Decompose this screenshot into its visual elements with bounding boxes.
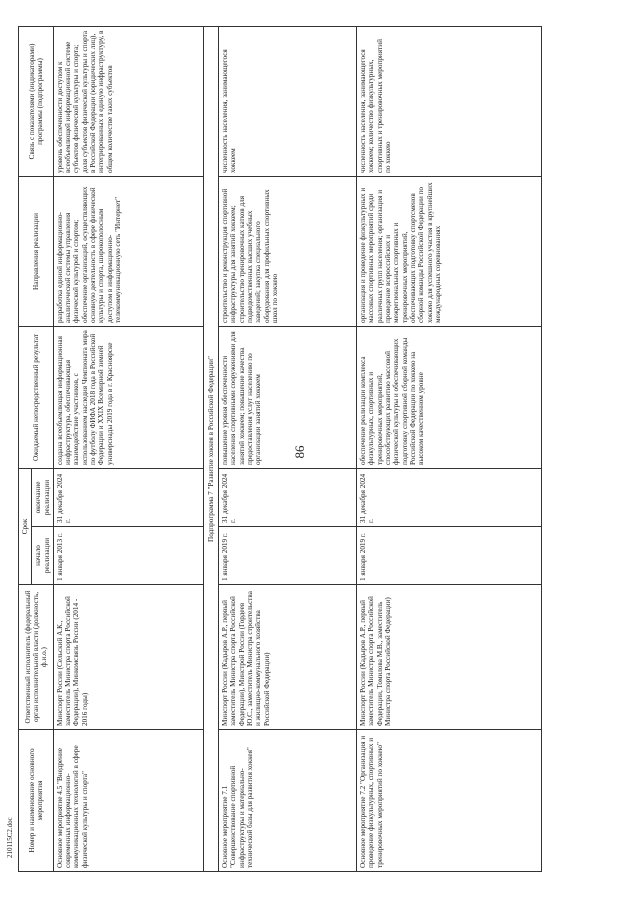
header-end: окончание реализации bbox=[32, 468, 54, 526]
document-code: 210115C2.doc bbox=[6, 817, 14, 858]
page-number: 86 bbox=[292, 445, 307, 459]
header-expected-result: Ожидаемый непосредственный результат bbox=[19, 326, 54, 468]
directions-cell: строительство и реконструкция спортивной инфраструктуры для занятий хоккеем; строительство тренировочных катков для подведомственных высших учебных заведений; закупка специального оборудования для профильных спортивных школ по хоккею bbox=[219, 176, 357, 326]
result-cell: повышение уровня обеспеченности населения спортивными сооружениями для занятий хоккеем; повышение качества предоставления услуг населению по организации занятий хоккеем bbox=[219, 326, 357, 468]
header-row bbox=[19, 26, 32, 871]
table-row bbox=[53, 26, 203, 871]
header-directions: Направления реализации bbox=[19, 176, 54, 326]
activity-cell: Основное мероприятие 4.5 "Внедрение современных информационно-коммуникационных технологий в сфере физической культуры и спорта" bbox=[53, 730, 203, 872]
rotated-table-container bbox=[18, 27, 623, 872]
directions-cell: разработка единой информационно-аналитической системы управления физической культурой и спортом; обеспечение организаций, осуществляющих основную деятельность в сфере физической культуры и спорта, широкополосным доступом в информационно-телекоммуникационную сеть "Интернет" bbox=[53, 176, 203, 326]
table-row bbox=[357, 26, 542, 871]
responsible-cell: Минспорт России (Кадыров А.Р., первый заместитель Министра спорта Российской Федерации), Минстрой России (Гордеев Ю.С., заместитель Министра строительства и жилищно-коммунального хозяйства Российской Федерации) bbox=[219, 585, 357, 730]
activity-cell: Основное мероприятие 7.1 "Совершенствование спортивной инфраструктуры и материально-технической базы для развития хоккея" bbox=[219, 730, 357, 872]
start-cell: 1 января 2019 г. bbox=[357, 527, 542, 585]
result-cell: создана всеобъемлющая информационная инфраструктура, обеспечивающая взаимодействие участников, с использованием наследия Чемпионата мира по футболу ФИФА 2018 года в Российской Федерации и XXIX Всемирной зимней универсиады 2019 года в г. Красноярске bbox=[53, 326, 203, 468]
end-cell: 31 декабря 2024 г. bbox=[219, 468, 357, 526]
subprogram-heading: Подпрограмма 7 "Развитие хоккея в Российской Федерации" bbox=[203, 26, 218, 871]
indicators-cell: численность населения, занимающегося хоккеем bbox=[219, 26, 357, 176]
activity-cell: Основное мероприятие 7.2 "Организация и проведение физкультурных, спортивных и тренировочных мероприятий по хоккею" bbox=[357, 730, 542, 872]
result-cell: обеспечение реализации комплекса физкультурных, спортивных и тренировочных мероприятий, способствующих развитию массовой физической культуры и обеспечивающих подготовку спортивной сборной команды Российской Федерации по хоккею на высоком качественном уровне bbox=[357, 326, 542, 468]
program-activities-table bbox=[18, 26, 542, 872]
end-cell: 31 декабря 2024 г. bbox=[357, 468, 542, 526]
header-start: начало реализации bbox=[32, 527, 54, 585]
start-cell: 1 января 2013 г. bbox=[53, 527, 203, 585]
subprogram-row bbox=[203, 26, 218, 871]
header-responsible: Ответственный исполнитель (федеральный орган исполнительной власти (должность, ф.и.о.) bbox=[19, 585, 54, 730]
responsible-cell: Минспорт России (Сельский А.К., заместитель Министра спорта Российской Федерации), Минкомсвязь России (2014 - 2016 годы) bbox=[53, 585, 203, 730]
indicators-cell: уровень обеспеченности доступом к всеобъемлющей информационной системе субъектов физической культуры и спорта; доля субъектов физической культуры и спорта в Российской Федерации (юридических лиц), интегрированных в единую инфраструктуру, в общем количестве таких субъектов bbox=[53, 26, 203, 176]
end-cell: 31 декабря 2024 г. bbox=[53, 468, 203, 526]
table-row bbox=[219, 26, 357, 871]
responsible-cell: Минспорт России (Кадыров А.Р., первый заместитель Министра спорта Российской Федерации, Томилова М.В., заместитель Министра спорта Российской Федерации) bbox=[357, 585, 542, 730]
start-cell: 1 января 2019 г. bbox=[219, 527, 357, 585]
indicators-cell: численность населения, занимающегося хоккеем; количество физкультурных, спортивных и тренировочных мероприятий по хоккею bbox=[357, 26, 542, 176]
header-term: Срок bbox=[19, 468, 32, 584]
directions-cell: организация и проведение физкультурных и массовых спортивных мероприятий среди различных групп населения; организация и проведение всероссийских и межрегиональных спортивных и тренировочных мероприятий, обеспечивающих подготовку спортсменов сборной команды Российской Федерации по хоккею для успешного участия в крупнейших международных соревнованиях bbox=[357, 176, 542, 326]
header-indicators: Связь с показателями (индикаторами) программы (подпрограммы) bbox=[19, 26, 54, 176]
header-activity: Номер и наименование основного мероприятия bbox=[19, 730, 54, 872]
